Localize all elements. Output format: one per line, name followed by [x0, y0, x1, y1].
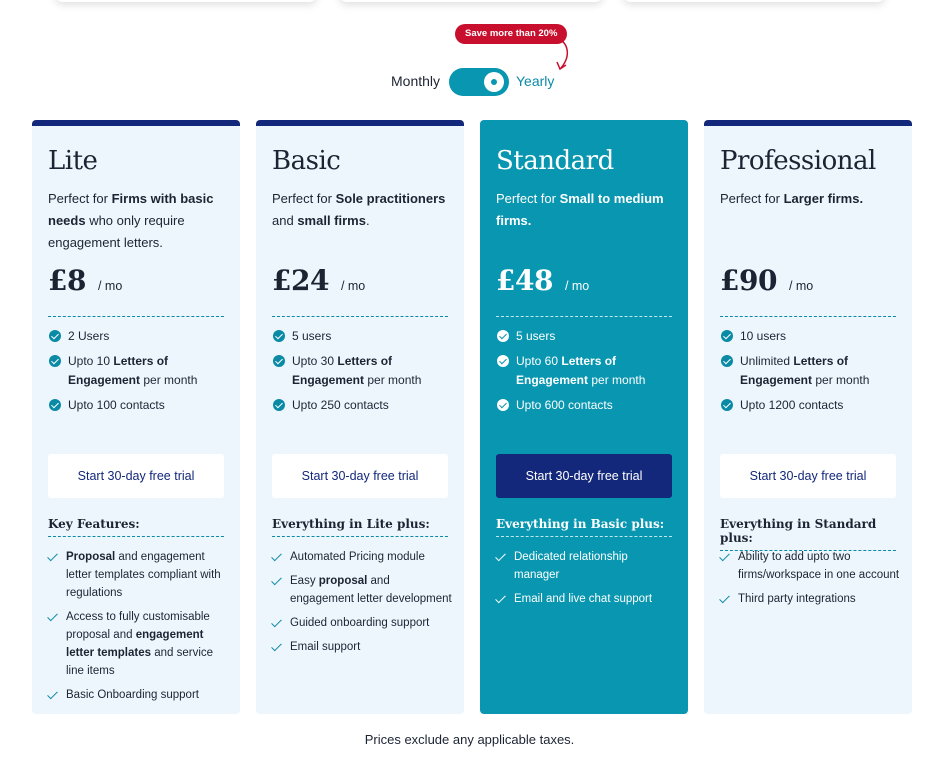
desc-text-bold: Larger firms. [783, 191, 864, 206]
feature-text: Easy [290, 575, 319, 587]
save-badge: Save more than 20% [455, 24, 567, 44]
plan-limit-item [720, 396, 896, 415]
monthly-label[interactable]: Monthly [391, 73, 441, 89]
feature-text: Ability to add upto two firms/workspace in one account [738, 551, 900, 581]
feature-text: and engagement letter templates compliant with regulations [66, 551, 221, 599]
limit-text: per month [140, 373, 198, 387]
plan-limit-item [496, 352, 672, 390]
feature-item [272, 572, 452, 608]
plan-price: £24 [272, 264, 329, 297]
limit-text-bold: Letters of Engagement [292, 354, 393, 387]
billing-toggle-row [0, 68, 939, 96]
desc-text: Perfect for [496, 191, 560, 206]
billing-period-toggle[interactable] [449, 68, 509, 96]
previous-section-card [623, 0, 885, 2]
feature-text: Access to fully customisable proposal and [66, 611, 210, 641]
price-row [720, 264, 896, 300]
limit-text: 5 users [292, 329, 332, 343]
desc-text: who only require engagement letters. [48, 213, 185, 250]
feature-text-bold: engagement letter templates [66, 629, 204, 659]
divider [272, 316, 448, 317]
plan-limits-list [272, 327, 448, 415]
check-circle-icon [497, 355, 509, 367]
plan-limits-list [496, 327, 672, 415]
start-trial-button[interactable]: Start 30-day free trial [720, 454, 896, 498]
plan-description [272, 188, 448, 254]
feature-text: Email support [290, 641, 361, 653]
desc-text: Perfect for [48, 191, 112, 206]
price-period: / mo [340, 279, 366, 293]
feature-item [272, 548, 452, 566]
check-circle-icon [721, 355, 733, 367]
previous-section-card [55, 0, 317, 2]
price-period: / mo [97, 279, 123, 293]
divider [48, 316, 224, 317]
plan-limit-item [48, 327, 224, 346]
check-circle-icon [49, 399, 61, 411]
plan-description [720, 188, 896, 254]
plan-limit-item [496, 396, 672, 415]
checkmark-icon [47, 551, 58, 562]
check-circle-icon [273, 330, 285, 342]
plan-limit-item [272, 327, 448, 346]
plan-name: Lite [48, 146, 98, 176]
plan-limit-item [48, 352, 224, 390]
price-row [272, 264, 448, 300]
desc-text: Perfect for [720, 191, 784, 206]
plan-limit-item [272, 396, 448, 415]
plan-card-lite [32, 120, 240, 714]
limit-text-bold: Letters of Engagement [516, 354, 617, 387]
checkmark-icon [271, 641, 282, 652]
features-heading: Key Features: [48, 517, 224, 537]
limit-text: Unlimited [740, 354, 794, 368]
plan-card-standard [480, 120, 688, 714]
feature-text: and engagement letter development [290, 575, 452, 605]
feature-item [720, 590, 900, 608]
limit-text: per month [812, 373, 870, 387]
check-circle-icon [497, 330, 509, 342]
check-circle-icon [721, 330, 733, 342]
checkmark-icon [47, 689, 58, 700]
check-circle-icon [497, 399, 509, 411]
check-circle-icon [49, 355, 61, 367]
price-period: / mo [564, 279, 590, 293]
checkmark-icon [719, 551, 730, 562]
plan-limits-list [48, 327, 224, 415]
price-row [48, 264, 224, 300]
limit-text: Upto 10 [68, 354, 114, 368]
checkmark-icon [719, 593, 730, 604]
feature-text: Basic Onboarding support [66, 689, 199, 701]
divider [496, 316, 672, 317]
limit-text: 10 users [740, 329, 787, 343]
limit-text-bold: Letters of Engagement [68, 354, 169, 387]
plan-name: Standard [496, 146, 614, 176]
check-circle-icon [721, 399, 733, 411]
limit-text: per month [588, 373, 646, 387]
plan-card-basic [256, 120, 464, 714]
tax-footnote: Prices exclude any applicable taxes. [364, 732, 575, 747]
desc-text: and [272, 213, 298, 228]
price-period: / mo [788, 279, 814, 293]
check-circle-icon [273, 355, 285, 367]
features-list [720, 548, 900, 614]
feature-text: Email and live chat support [514, 593, 653, 605]
feature-item [48, 686, 228, 704]
limit-text: Upto 30 [292, 354, 338, 368]
plan-description [48, 188, 224, 254]
desc-text: Perfect for [272, 191, 336, 206]
price-row [496, 264, 672, 300]
start-trial-button[interactable]: Start 30-day free trial [496, 454, 672, 498]
plan-card-professional [704, 120, 912, 714]
divider [720, 316, 896, 317]
feature-item [48, 548, 228, 602]
feature-text: Third party integrations [738, 593, 856, 605]
feature-text: Automated Pricing module [290, 551, 425, 563]
limit-text: 2 Users [68, 329, 110, 343]
plan-limit-item [272, 352, 448, 390]
features-heading: Everything in Basic plus: [496, 517, 672, 537]
checkmark-icon [271, 617, 282, 628]
desc-text: . [365, 213, 370, 228]
plan-price: £8 [48, 264, 86, 297]
previous-section-card [339, 0, 603, 2]
checkmark-icon [495, 593, 506, 604]
start-trial-button[interactable]: Start 30-day free trial [272, 454, 448, 498]
limit-text: Upto 600 contacts [516, 398, 613, 412]
plan-limits-list [720, 327, 896, 415]
checkmark-icon [495, 551, 506, 562]
plan-price: £48 [496, 264, 553, 297]
desc-text-bold: Firms with basic needs [48, 191, 214, 228]
limit-text: Upto 1200 contacts [740, 398, 844, 412]
toggle-knob [484, 72, 504, 92]
plan-limit-item [720, 327, 896, 346]
yearly-label[interactable]: Yearly [516, 73, 555, 89]
check-circle-icon [273, 399, 285, 411]
features-list [48, 548, 228, 710]
features-heading: Everything in Standard plus: [720, 517, 896, 551]
limit-text: Upto 100 contacts [68, 398, 165, 412]
plan-description [496, 188, 672, 254]
limit-text-bold: Letters of Engagement [740, 354, 849, 387]
checkmark-icon [47, 611, 58, 622]
features-list [496, 548, 676, 614]
feature-text: Dedicated relationship manager [514, 551, 628, 581]
feature-text: Guided onboarding support [290, 617, 430, 629]
plan-name: Basic [272, 146, 341, 176]
limit-text: Upto 60 [516, 354, 562, 368]
feature-item [272, 638, 452, 656]
check-circle-icon [49, 330, 61, 342]
limit-text: Upto 250 contacts [292, 398, 389, 412]
desc-text-bold: Sole practitioners [335, 191, 446, 206]
feature-item [720, 548, 900, 584]
feature-item [272, 614, 452, 632]
feature-item [496, 548, 676, 584]
limit-text: per month [364, 373, 422, 387]
checkmark-icon [271, 551, 282, 562]
features-heading: Everything in Lite plus: [272, 517, 448, 537]
plan-limit-item [496, 327, 672, 346]
limit-text: 5 users [516, 329, 556, 343]
start-trial-button[interactable]: Start 30-day free trial [48, 454, 224, 498]
feature-text-bold: proposal [318, 575, 368, 587]
plan-price: £90 [720, 264, 777, 297]
feature-text-bold: Proposal [66, 551, 116, 563]
plan-limit-item [48, 396, 224, 415]
feature-item [48, 608, 228, 680]
checkmark-icon [271, 575, 282, 586]
features-list [272, 548, 452, 662]
plan-name: Professional [720, 146, 876, 176]
desc-text-bold: Small to medium firms. [496, 191, 664, 228]
feature-text: and service line items [66, 647, 214, 677]
feature-item [496, 590, 676, 608]
desc-text-bold: small firms [297, 213, 366, 228]
plan-limit-item [720, 352, 896, 390]
